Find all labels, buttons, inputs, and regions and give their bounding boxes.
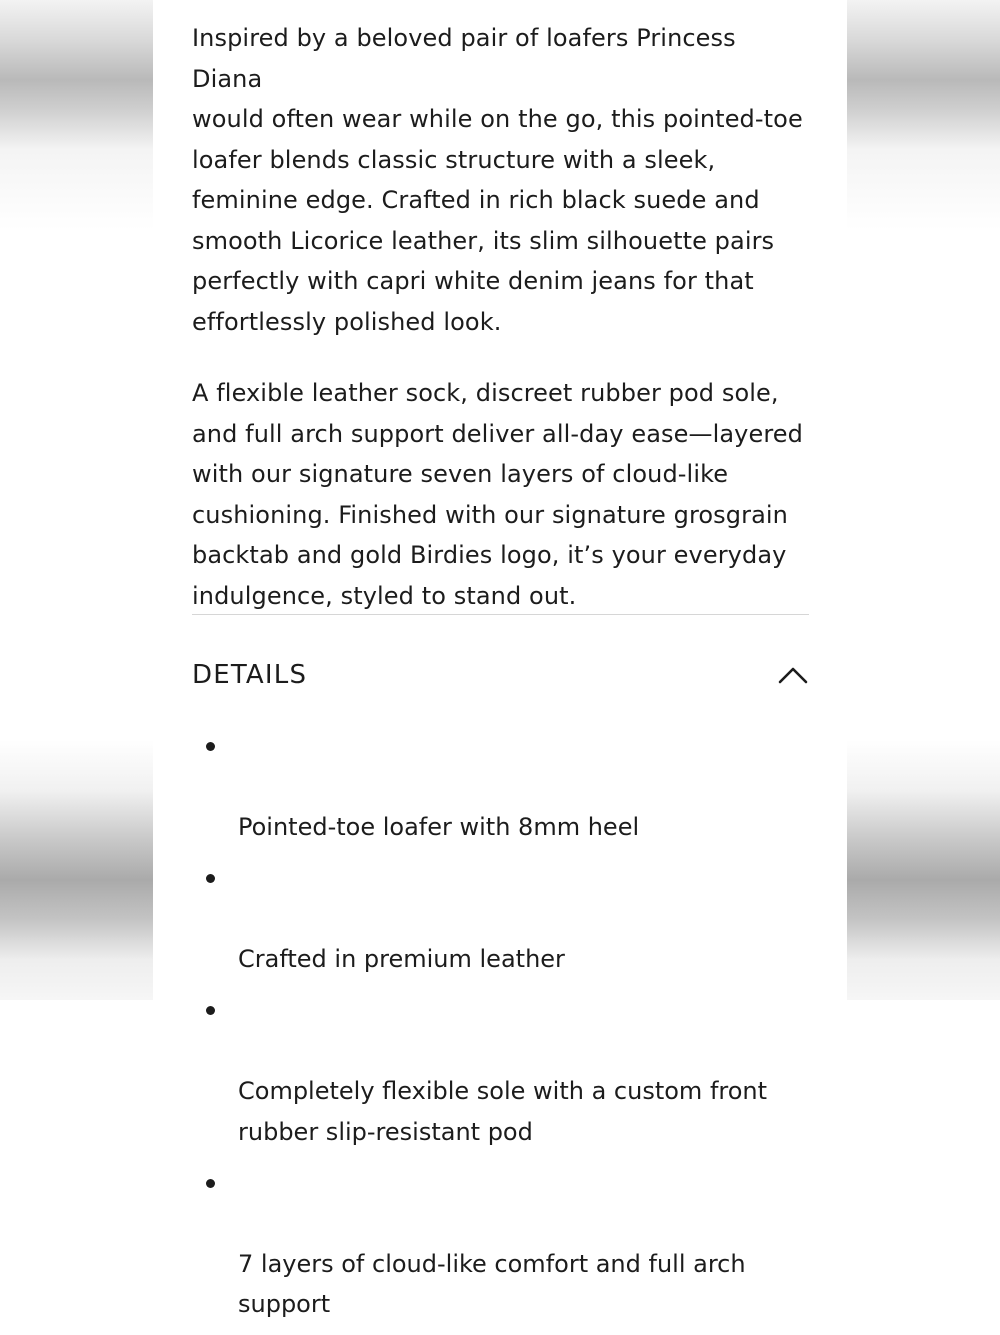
details-item-text: 7 layers of cloud-like comfort and full arch support <box>238 1249 746 1318</box>
details-item-text: Pointed-toe loafer with 8mm heel <box>238 813 640 841</box>
section-divider <box>192 614 809 615</box>
description-paragraph-1: Inspired by a beloved pair of loafers Princess Diana would often wear while on the go, this pointed-toe loafer blends classic structure with a sleek, feminine edge. Crafted in rich black suede and smooth Licorice leather, its slim silhouette pairs perfectly with capri white denim jeans for that effortlessly polished look. <box>192 24 803 336</box>
chevron-up-icon[interactable] <box>777 663 809 687</box>
list-item <box>192 990 812 1152</box>
blurred-backdrop-right <box>847 0 1000 1000</box>
product-description-panel <box>153 0 847 1318</box>
details-accordion-header[interactable] <box>192 652 809 698</box>
bullet-icon <box>206 874 215 883</box>
list-item <box>192 858 812 980</box>
bullet-icon <box>206 742 215 751</box>
bullet-icon <box>206 1179 215 1188</box>
description-paragraph-2: A flexible leather sock, discreet rubber pod sole, and full arch support deliver all-day ease—layered with our signature seven layers of cloud-like cushioning. Finished with our signature grosgrain backtab and gold Birdies logo, it’s your everyday indulgence, styled to stand out. <box>192 379 803 610</box>
list-item <box>192 1163 812 1325</box>
details-item-text: Completely flexible sole with a custom front rubber slip-resistant pod <box>238 1077 768 1146</box>
details-list <box>192 726 812 1335</box>
details-item-text: Crafted in premium leather <box>238 945 565 973</box>
product-description <box>192 18 812 616</box>
list-item <box>192 726 812 848</box>
details-title: DETAILS <box>192 660 308 690</box>
bullet-icon <box>206 1006 215 1015</box>
blurred-backdrop-left <box>0 0 153 1000</box>
